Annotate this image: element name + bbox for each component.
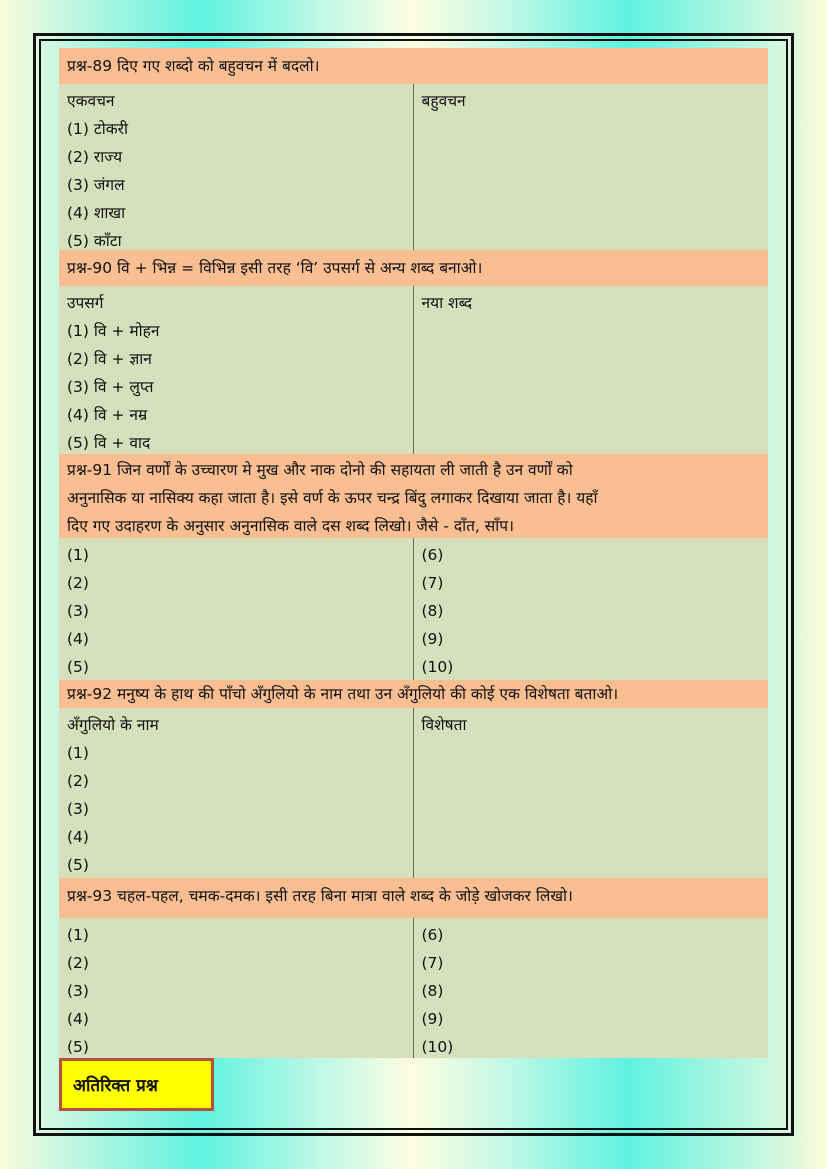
list-item: (6) bbox=[421, 546, 444, 564]
list-item: (10) bbox=[421, 1038, 454, 1056]
list-item: (6) bbox=[421, 926, 444, 944]
question-90: प्रश्न-90 वि + भिन्न = विभिन्न इसी तरह ‘वि’ उपसर्ग से अन्य शब्द बनाओ। bbox=[59, 250, 768, 286]
list-item: (5) bbox=[67, 1038, 89, 1056]
question-91 bbox=[59, 454, 768, 538]
list-item: (10) bbox=[421, 658, 454, 676]
list-item: (2) राज्य bbox=[67, 148, 123, 166]
column-header: उपसर्ग bbox=[67, 294, 104, 312]
list-item: (8) bbox=[421, 602, 444, 620]
question-91-line: प्रश्न-91 जिन वर्णों के उच्चारण मे मुख और नाक दोनो की सहायता ली जाती है उन वर्णों को bbox=[67, 461, 573, 479]
list-item: (2) bbox=[67, 574, 89, 592]
list-item: (2) वि + ज्ञान bbox=[67, 350, 152, 368]
list-item: (4) bbox=[67, 1010, 89, 1028]
question-89: प्रश्न-89 दिए गए शब्दो को बहुवचन में बदलो। bbox=[59, 48, 768, 84]
list-item: (4) bbox=[67, 828, 89, 846]
worksheet bbox=[59, 48, 768, 1058]
list-item: (9) bbox=[421, 1010, 444, 1028]
list-item: (1) bbox=[67, 546, 89, 564]
list-item: (2) bbox=[67, 772, 89, 790]
answer-table-90 bbox=[59, 286, 768, 454]
list-item: (7) bbox=[421, 954, 444, 972]
list-item: (9) bbox=[421, 630, 444, 648]
answer-table-93 bbox=[59, 918, 768, 1058]
list-item: (8) bbox=[421, 982, 444, 1000]
list-item: (5) वि + वाद bbox=[67, 434, 151, 452]
list-item: (3) वि + लुप्त bbox=[67, 378, 154, 396]
list-item: (5) काँटा bbox=[67, 232, 122, 250]
answer-table-89 bbox=[59, 84, 768, 250]
list-item: (5) bbox=[67, 658, 89, 676]
column-header: एकवचन bbox=[67, 92, 115, 110]
column-header: नया शब्द bbox=[421, 294, 472, 312]
list-item: (1) वि + मोहन bbox=[67, 322, 160, 340]
list-item: (1) टोकरी bbox=[67, 120, 128, 138]
answer-table-91 bbox=[59, 538, 768, 680]
answer-table-92 bbox=[59, 708, 768, 878]
question-91-line: दिए गए उदाहरण के अनुसार अनुनासिक वाले दस शब्द लिखो। जैसे - दाँत, साँप। bbox=[67, 517, 514, 535]
list-item: (2) bbox=[67, 954, 89, 972]
column-header: अँगुलियो के नाम bbox=[67, 716, 159, 734]
list-item: (5) bbox=[67, 856, 89, 874]
list-item: (1) bbox=[67, 744, 89, 762]
list-item: (4) शाखा bbox=[67, 204, 126, 222]
question-93: प्रश्न-93 चहल-पहल, चमक-दमक। इसी तरह बिना मात्रा वाले शब्द के जोड़े खोजकर लिखो। bbox=[59, 878, 768, 918]
column-header: बहुवचन bbox=[421, 92, 466, 110]
list-item: (4) वि + नम्र bbox=[67, 406, 148, 424]
list-item: (1) bbox=[67, 926, 89, 944]
question-92: प्रश्न-92 मनुष्य के हाथ की पाँचो अँगुलियो के नाम तथा उन अँगुलियो की कोई एक विशेषता बताओ। bbox=[59, 680, 768, 708]
list-item: (7) bbox=[421, 574, 444, 592]
list-item: (3) bbox=[67, 602, 89, 620]
column-header: विशेषता bbox=[421, 716, 467, 734]
list-item: (3) जंगल bbox=[67, 176, 125, 194]
list-item: (3) bbox=[67, 800, 89, 818]
extra-questions-label: अतिरिक्त प्रश्न bbox=[59, 1058, 214, 1111]
list-item: (4) bbox=[67, 630, 89, 648]
list-item: (3) bbox=[67, 982, 89, 1000]
question-91-line: अनुनासिक या नासिक्य कहा जाता है। इसे वर्ण के ऊपर चन्द्र बिंदु लगाकर दिखाया जाता है। यहाँ bbox=[67, 489, 598, 507]
